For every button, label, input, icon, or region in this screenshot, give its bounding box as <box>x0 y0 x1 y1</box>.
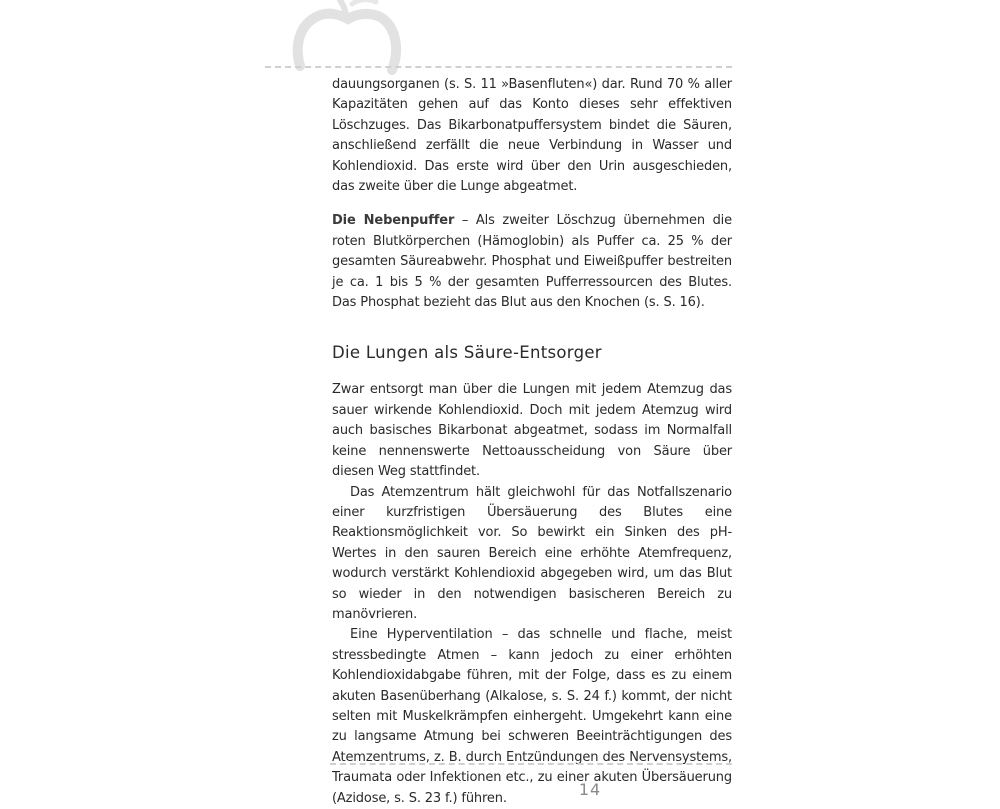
section-paragraph-2: Das Atemzentrum hält gleichwohl für das Notfallszenario einer kurzfristigen Übersäuerung des Blutes eine Reaktionsmöglichkeit vor. So bewirkt ein Sinken des pH-Wertes in den sauren Bereich eine erhöhte Atemfrequenz, wodurch verstärkt Kohlendioxid abgegeben wird, um das Blut so wieder in den notwendigen basischeren Bereich zu manövrieren. <box>332 484 732 622</box>
section-paragraph-1: Zwar entsorgt man über die Lungen mit jedem Atemzug das sauer wirkende Kohlendioxid. Doch mit jedem Atemzug wird auch basisches Bikarbonat abgeatmet, sodass im Normalfall keine nennenswerte Nettoausscheidung von Säure über diesen Weg stattfindet. <box>332 382 732 480</box>
nebenpuffer-text: – Als zweiter Löschzug übernehmen die roten Blutkörperchen (Hämoglobin) als Puffer ca. 25 % der gesamten Säureabwehr. Phosphat und Eiweißpuffer bestreiten je ca. 1 bis 5 % der gesamten Pufferressourcen des Blutes. Das Phosphat bezieht das Blut aus den Knochen (s. S. 16). <box>332 213 732 311</box>
nebenpuffer-paragraph <box>332 211 732 313</box>
apple-logo-icon <box>292 0 402 76</box>
bottom-dashed-rule <box>330 763 732 765</box>
nebenpuffer-label: Die Nebenpuffer <box>332 213 455 229</box>
top-dashed-rule <box>265 66 732 68</box>
section-heading: Die Lungen als Säure-Entsorger <box>332 343 602 363</box>
section-paragraph-3: Eine Hyperventilation – das schnelle und flache, meist stressbedingte Atmen – kann jedoch zu einer erhöhten Kohlendioxidabgabe führen, mit der Folge, dass es zu einem akuten Basenüberhang (Alkalose, s. S. 24 f.) kommt, der nicht selten mit Muskelkrämpfen einhergeht. Umgekehrt kann eine zu langsame Atmung bei schweren Beeinträchtigungen des Atemzentrums, z. B. durch Entzündungen des Nervensystems, Traumata oder Infektionen etc., zu einer akuten Übersäuerung (Azidose, s. S. 23 f.) führen. <box>332 627 732 806</box>
intro-paragraph: dauungsorganen (s. S. 11 »Basenfluten«) dar. Rund 70 % aller Kapazitäten gehen auf das Konto dieses sehr effektiven Löschzuges. Das Bikarbonatpuffersystem bindet die Säuren, anschließend zerfällt die neue Verbindung in Wasser und Kohlendioxid. Das erste wird über den Urin ausgeschieden, das zweite über die Lunge abgeatmet. <box>332 77 732 195</box>
page-number: 14 <box>578 780 602 799</box>
page-body <box>332 75 732 809</box>
